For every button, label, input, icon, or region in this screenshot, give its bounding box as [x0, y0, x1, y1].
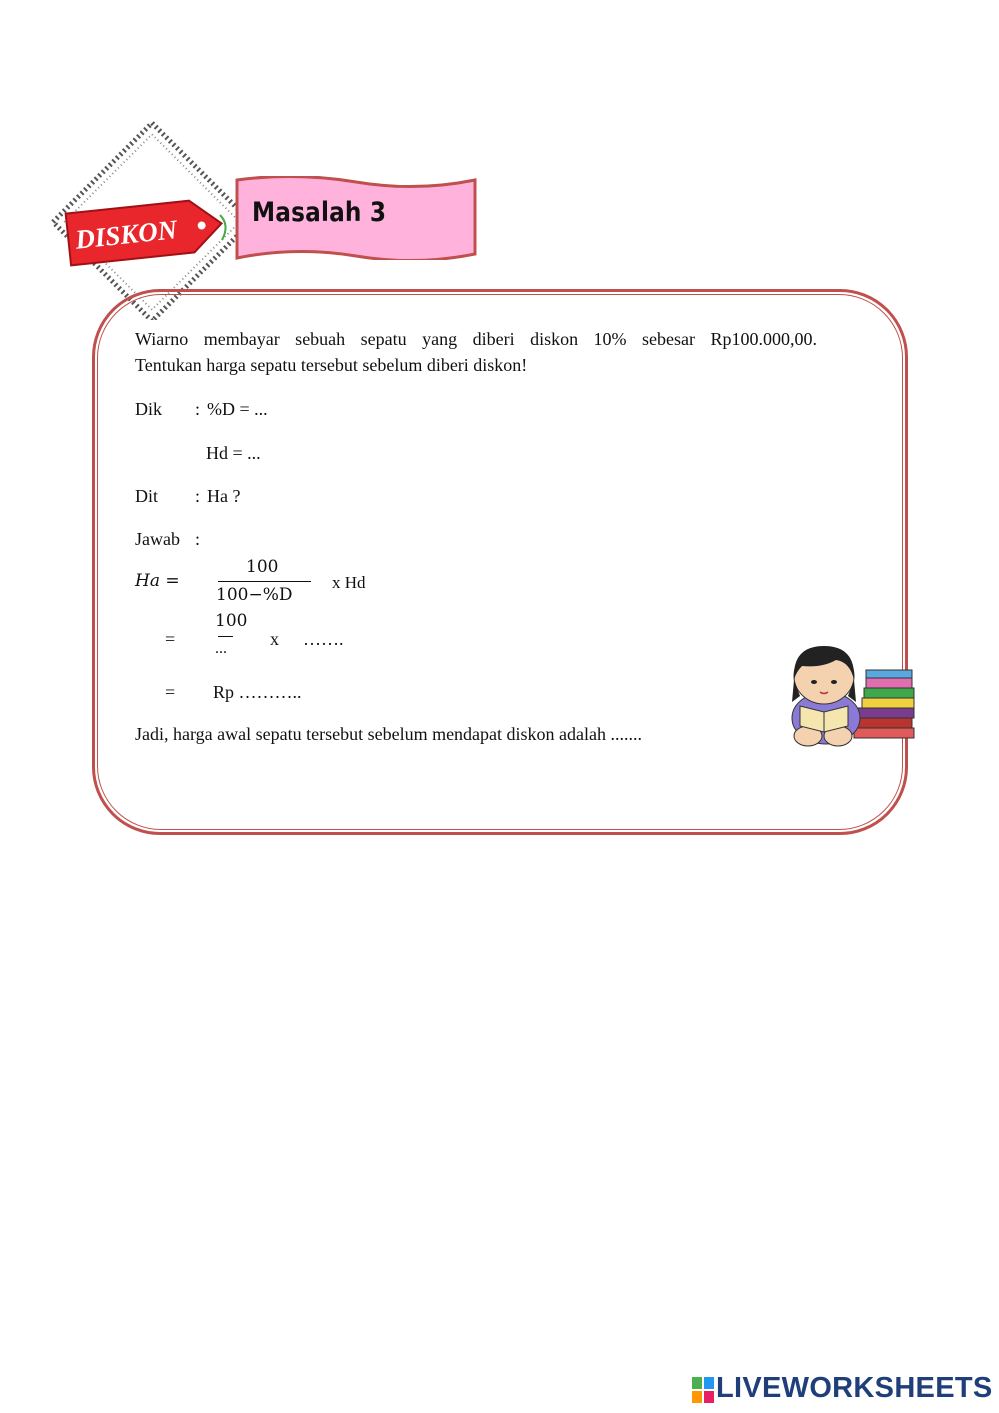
step2-times: x: [270, 629, 279, 649]
step2-equals: =: [165, 629, 176, 649]
problem-line-2: Tentukan harga sepatu tersebut sebelum diberi diskon!: [135, 355, 528, 375]
liveworksheets-logo-icon: [691, 1376, 715, 1404]
asked-value: Ha ?: [207, 486, 241, 506]
given-colon: :: [195, 399, 201, 419]
asked-label: Dit: [135, 486, 159, 506]
step3-equals: =: [165, 682, 176, 702]
step3-answer-blank: Rp ………..: [213, 682, 302, 702]
given-discount-percent: %D = ...: [207, 399, 268, 419]
problem-statement: [135, 326, 817, 378]
formula-multiplier: x Hd: [332, 573, 366, 592]
answer-colon: :: [195, 529, 201, 549]
liveworksheets-logo-text: LIVEWORKSHEETS: [716, 1372, 993, 1404]
asked-colon: :: [195, 486, 201, 506]
diskon-tag-text: DISKON: [73, 214, 179, 255]
problem-line-1: Wiarno membayar sebuah sepatu yang diberi diskon 10% sebesar Rp100.000,00.: [135, 329, 817, 349]
step2-fraction-bar: [218, 636, 233, 637]
formula-denominator: 100−%D: [216, 585, 293, 605]
step2-denominator: ...: [215, 640, 227, 657]
formula-numerator: 100: [246, 557, 279, 577]
banner-title: Masalah 3: [252, 197, 387, 228]
given-label: Dik: [135, 399, 162, 419]
conclusion-text: Jadi, harga awal sepatu tersebut sebelum mendapat diskon adalah .......: [135, 724, 643, 744]
step2-blank: …….: [303, 629, 344, 649]
answer-label: Jawab: [135, 529, 180, 549]
formula-fraction-bar: [218, 581, 311, 582]
step2-numerator: 100: [215, 611, 248, 631]
girl-reading-illustration: [766, 636, 926, 754]
formula-lhs: Ha =: [135, 571, 180, 591]
given-discounted-price: Hd = ...: [206, 443, 261, 463]
